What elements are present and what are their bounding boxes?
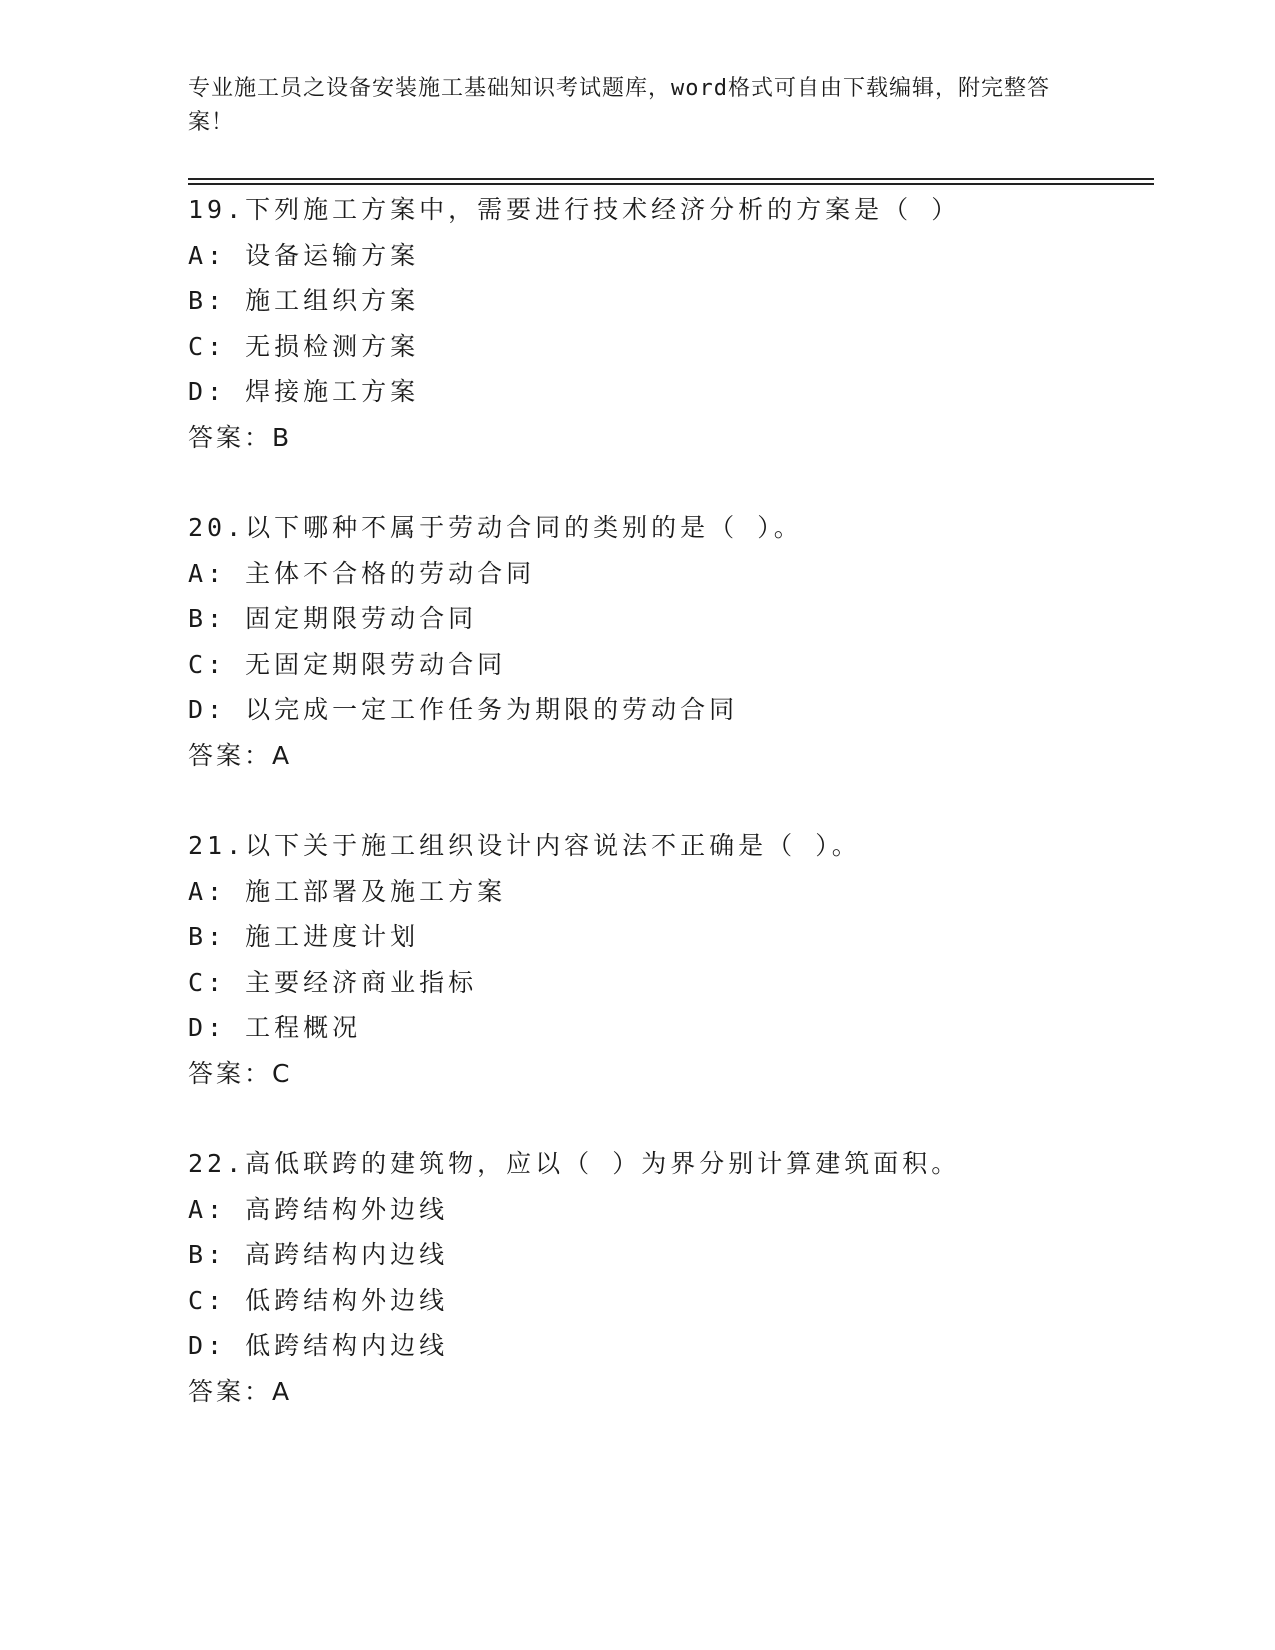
- option-c: C: 无固定期限劳动合同: [188, 649, 507, 679]
- option-c: C: 主要经济商业指标: [188, 967, 478, 997]
- answer-label: 答案：C: [188, 1058, 293, 1088]
- question-stem: 21.以下关于施工组织设计内容说法不正确是（ ）。: [188, 831, 861, 860]
- option-c: C: 无损检测方案: [188, 331, 420, 361]
- option-a: A: 设备运输方案: [188, 240, 420, 270]
- option-c: C: 低跨结构外边线: [188, 1285, 449, 1315]
- option-d: D: 焊接施工方案: [188, 377, 420, 406]
- question-20: [188, 505, 1154, 778]
- question-stem: 20.以下哪种不属于劳动合同的类别的是（ ）。: [188, 513, 803, 542]
- document-header: 专业施工员之设备安装施工基础知识考试题库，word格式可自由下载编辑，附完整答案！: [188, 76, 1050, 135]
- header-divider-bottom: [188, 183, 1154, 185]
- option-a: A: 主体不合格的劳动合同: [188, 558, 536, 588]
- question-21: [188, 823, 1154, 1096]
- question-19: [188, 187, 1154, 460]
- option-b: B: 固定期限劳动合同: [188, 604, 478, 633]
- answer-label: 答案：A: [188, 1376, 293, 1406]
- question-22: [188, 1141, 1154, 1414]
- question-stem: 19.下列施工方案中，需要进行技术经济分析的方案是（ ）: [188, 195, 961, 224]
- option-b: B: 施工组织方案: [188, 286, 420, 315]
- option-a: A: 高跨结构外边线: [188, 1194, 449, 1224]
- answer-label: 答案：B: [188, 422, 293, 452]
- option-b: B: 高跨结构内边线: [188, 1240, 449, 1269]
- option-d: D: 工程概况: [188, 1013, 362, 1042]
- question-stem: 22.高低联跨的建筑物，应以（ ）为界分别计算建筑面积。: [188, 1149, 961, 1178]
- answer-label: 答案：A: [188, 740, 293, 770]
- option-b: B: 施工进度计划: [188, 922, 420, 951]
- option-d: D: 低跨结构内边线: [188, 1331, 449, 1360]
- question-list: [188, 187, 1154, 1459]
- header-divider-top: [188, 178, 1154, 180]
- option-d: D: 以完成一定工作任务为期限的劳动合同: [188, 695, 739, 724]
- option-a: A: 施工部署及施工方案: [188, 876, 507, 906]
